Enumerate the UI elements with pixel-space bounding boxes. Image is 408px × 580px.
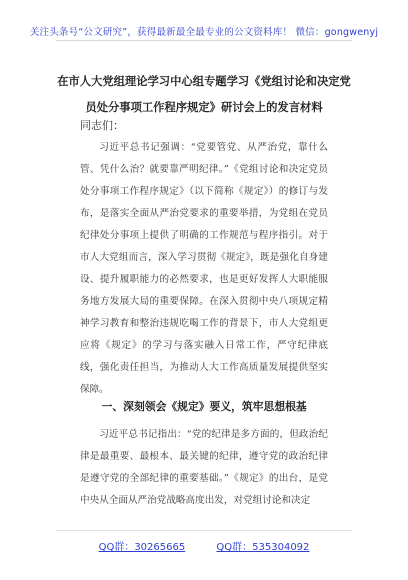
salutation: 同志们： xyxy=(80,119,124,132)
header-note: 关注头条号“公文研究”，获得最新最全最专业的公文资料库！ 微信：gongwenyj xyxy=(29,27,379,38)
paragraph-section-1: 习近平总书记指出：“党的纪律是多方面的，但政治纪律是最重要、最根本、最关键的纪律，遵守党的政治纪律是遵守党的全部纪律的重要基础。”《规定》的出台，是党中央从全面从严治党战略高度出发，对党组讨论和决定 xyxy=(80,429,328,506)
section-heading-1: 一、深刻领会《规定》要义，筑牢思想根基 xyxy=(101,400,307,413)
footer-qq-group-2[interactable]: QQ群：535304092 xyxy=(216,542,310,553)
document-title: 在市人大党组理论学习中心组专题学习《党组讨论和决定党员处分事项工作程序规定》研讨会上的发言材料 xyxy=(57,74,351,114)
paragraph-intro: 习近平总书记强调：“党要管党、从严治党，靠什么管、凭什么治？就要靠严明纪律。”《党组讨论和决定党员处分事项工作程序规定》（以下简称《规定》）的修订与发布，是落实全面从严治党要求的重要举措，为党组在党员纪律处分事项上提供了明确的工作规范与程序指引。对于市人大党组而言，深入学习贯彻《规定》，既是强化自身建设、提升履职能力的必然要求，也是更好发挥人大职能服务地方发展大局的重要保障。在深入贯彻中央八项规定精神学习教育和整治违规吃喝工作的背景下，市人大党组更应将《规定》的学习与落实融入日常工作，严守纪律底线，强化责任担当，为推动人大工作高质量发展提供坚实保障。 xyxy=(80,142,328,395)
footer xyxy=(0,538,408,553)
footer-divider xyxy=(56,530,352,531)
header-divider xyxy=(56,40,352,41)
footer-qq-group-1[interactable]: QQ群：30265665 xyxy=(98,542,186,553)
